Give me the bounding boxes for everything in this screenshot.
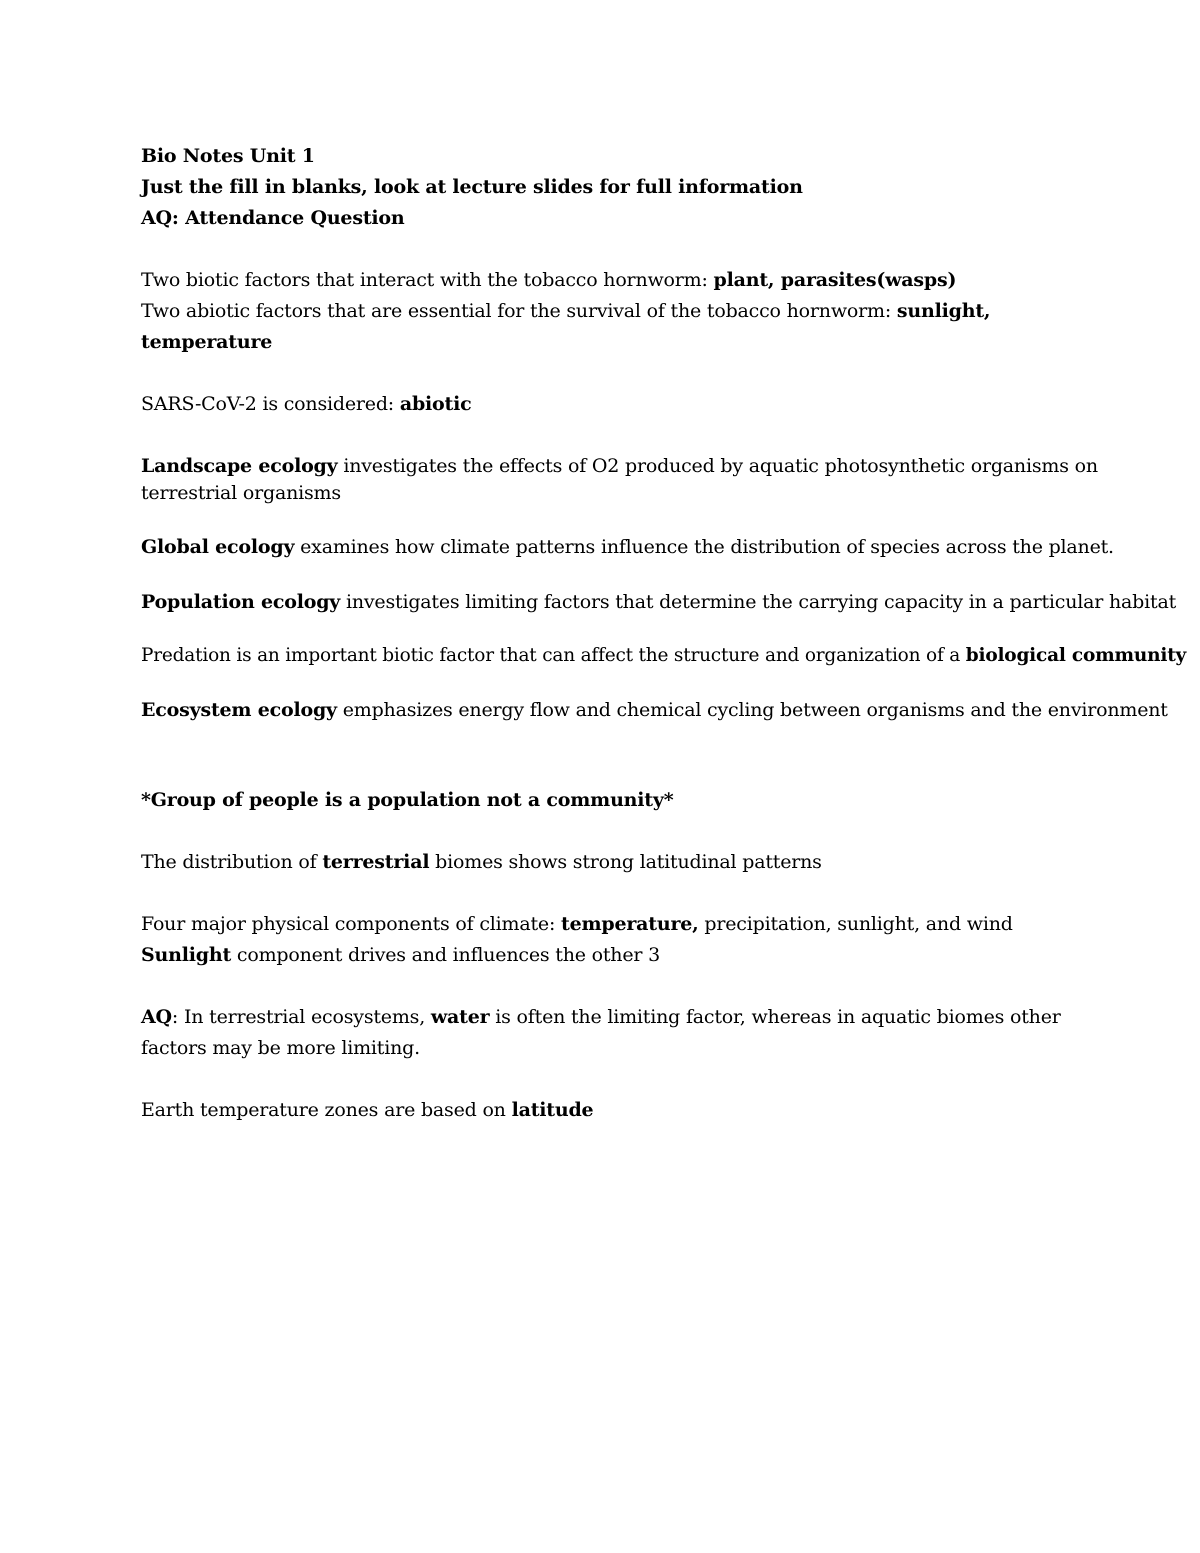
population-text: investigates limiting factors that determine the carrying capacity in a particular habitat: [340, 591, 1177, 613]
climate-answer: temperature,: [561, 913, 699, 935]
aq-legend: AQ: Attendance Question: [141, 207, 405, 229]
abiotic-answer-1: sunlight,: [896, 300, 991, 322]
predation-text: Predation is an important biotic factor that can affect the structure and organization of a: [141, 645, 966, 666]
landscape-line: [141, 453, 1098, 479]
aq-question-line: [141, 1004, 1061, 1030]
global-line: [141, 534, 1114, 560]
sunlight-line: [141, 942, 660, 968]
earth-answer: latitude: [511, 1099, 594, 1121]
earth-text: Earth temperature zones are based on: [141, 1099, 512, 1121]
abiotic-answer-2: temperature: [141, 331, 273, 353]
sars-text: SARS-CoV-2 is considered:: [141, 393, 400, 415]
aq-label: AQ: [141, 1006, 172, 1028]
aq-text-2: is often the limiting factor, whereas in aquatic biomes other: [489, 1006, 1061, 1028]
sars-answer: abiotic: [399, 393, 472, 415]
global-text: examines how climate patterns influence the distribution of species across the planet.: [294, 536, 1114, 558]
doc-title: Bio Notes Unit 1: [141, 145, 315, 167]
climate-line: [141, 911, 1013, 937]
ecosystem-line: [141, 697, 1168, 723]
group-note: *Group of people is a population not a community*: [141, 789, 674, 811]
ecosystem-text: emphasizes energy flow and chemical cycling between organisms and the environment: [336, 699, 1168, 721]
landscape-text-2: terrestrial organisms: [141, 482, 341, 504]
global-term: Global ecology: [141, 536, 295, 558]
predation-answer: biological community: [965, 645, 1187, 666]
landscape-text-1: investigates the effects of O2 produced by aquatic photosynthetic organisms on: [337, 455, 1098, 477]
climate-text-1: Four major physical components of climate:: [141, 913, 561, 935]
distribution-answer: terrestrial: [322, 851, 430, 873]
biotic-factors-line: [141, 267, 956, 293]
predation-line: [141, 643, 1186, 669]
population-line: [141, 589, 1176, 615]
distribution-text-1: The distribution of: [141, 851, 323, 873]
aq-text-3: factors may be more limiting.: [141, 1037, 420, 1059]
abiotic-factors-line: [141, 298, 990, 324]
aq-answer: water: [430, 1006, 490, 1028]
biotic-text: Two biotic factors that interact with the tobacco hornworm:: [141, 269, 714, 291]
doc-subtitle: Just the fill in blanks, look at lecture slides for full information: [141, 176, 803, 198]
sars-line: [141, 391, 471, 417]
population-term: Population ecology: [141, 591, 341, 613]
climate-text-2: precipitation, sunlight, and wind: [698, 913, 1013, 935]
biotic-answer: plant, parasites(wasps): [713, 269, 957, 291]
aq-text-1: : In terrestrial ecosystems,: [171, 1006, 431, 1028]
distribution-line: [141, 849, 822, 875]
ecosystem-term: Ecosystem ecology: [141, 699, 337, 721]
distribution-text-2: biomes shows strong latitudinal patterns: [429, 851, 822, 873]
earth-line: [141, 1097, 593, 1123]
sunlight-answer: Sunlight: [141, 944, 232, 966]
landscape-term: Landscape ecology: [141, 455, 338, 477]
abiotic-text: Two abiotic factors that are essential for the survival of the tobacco hornworm:: [141, 300, 897, 322]
sunlight-text: component drives and influences the other 3: [231, 944, 660, 966]
